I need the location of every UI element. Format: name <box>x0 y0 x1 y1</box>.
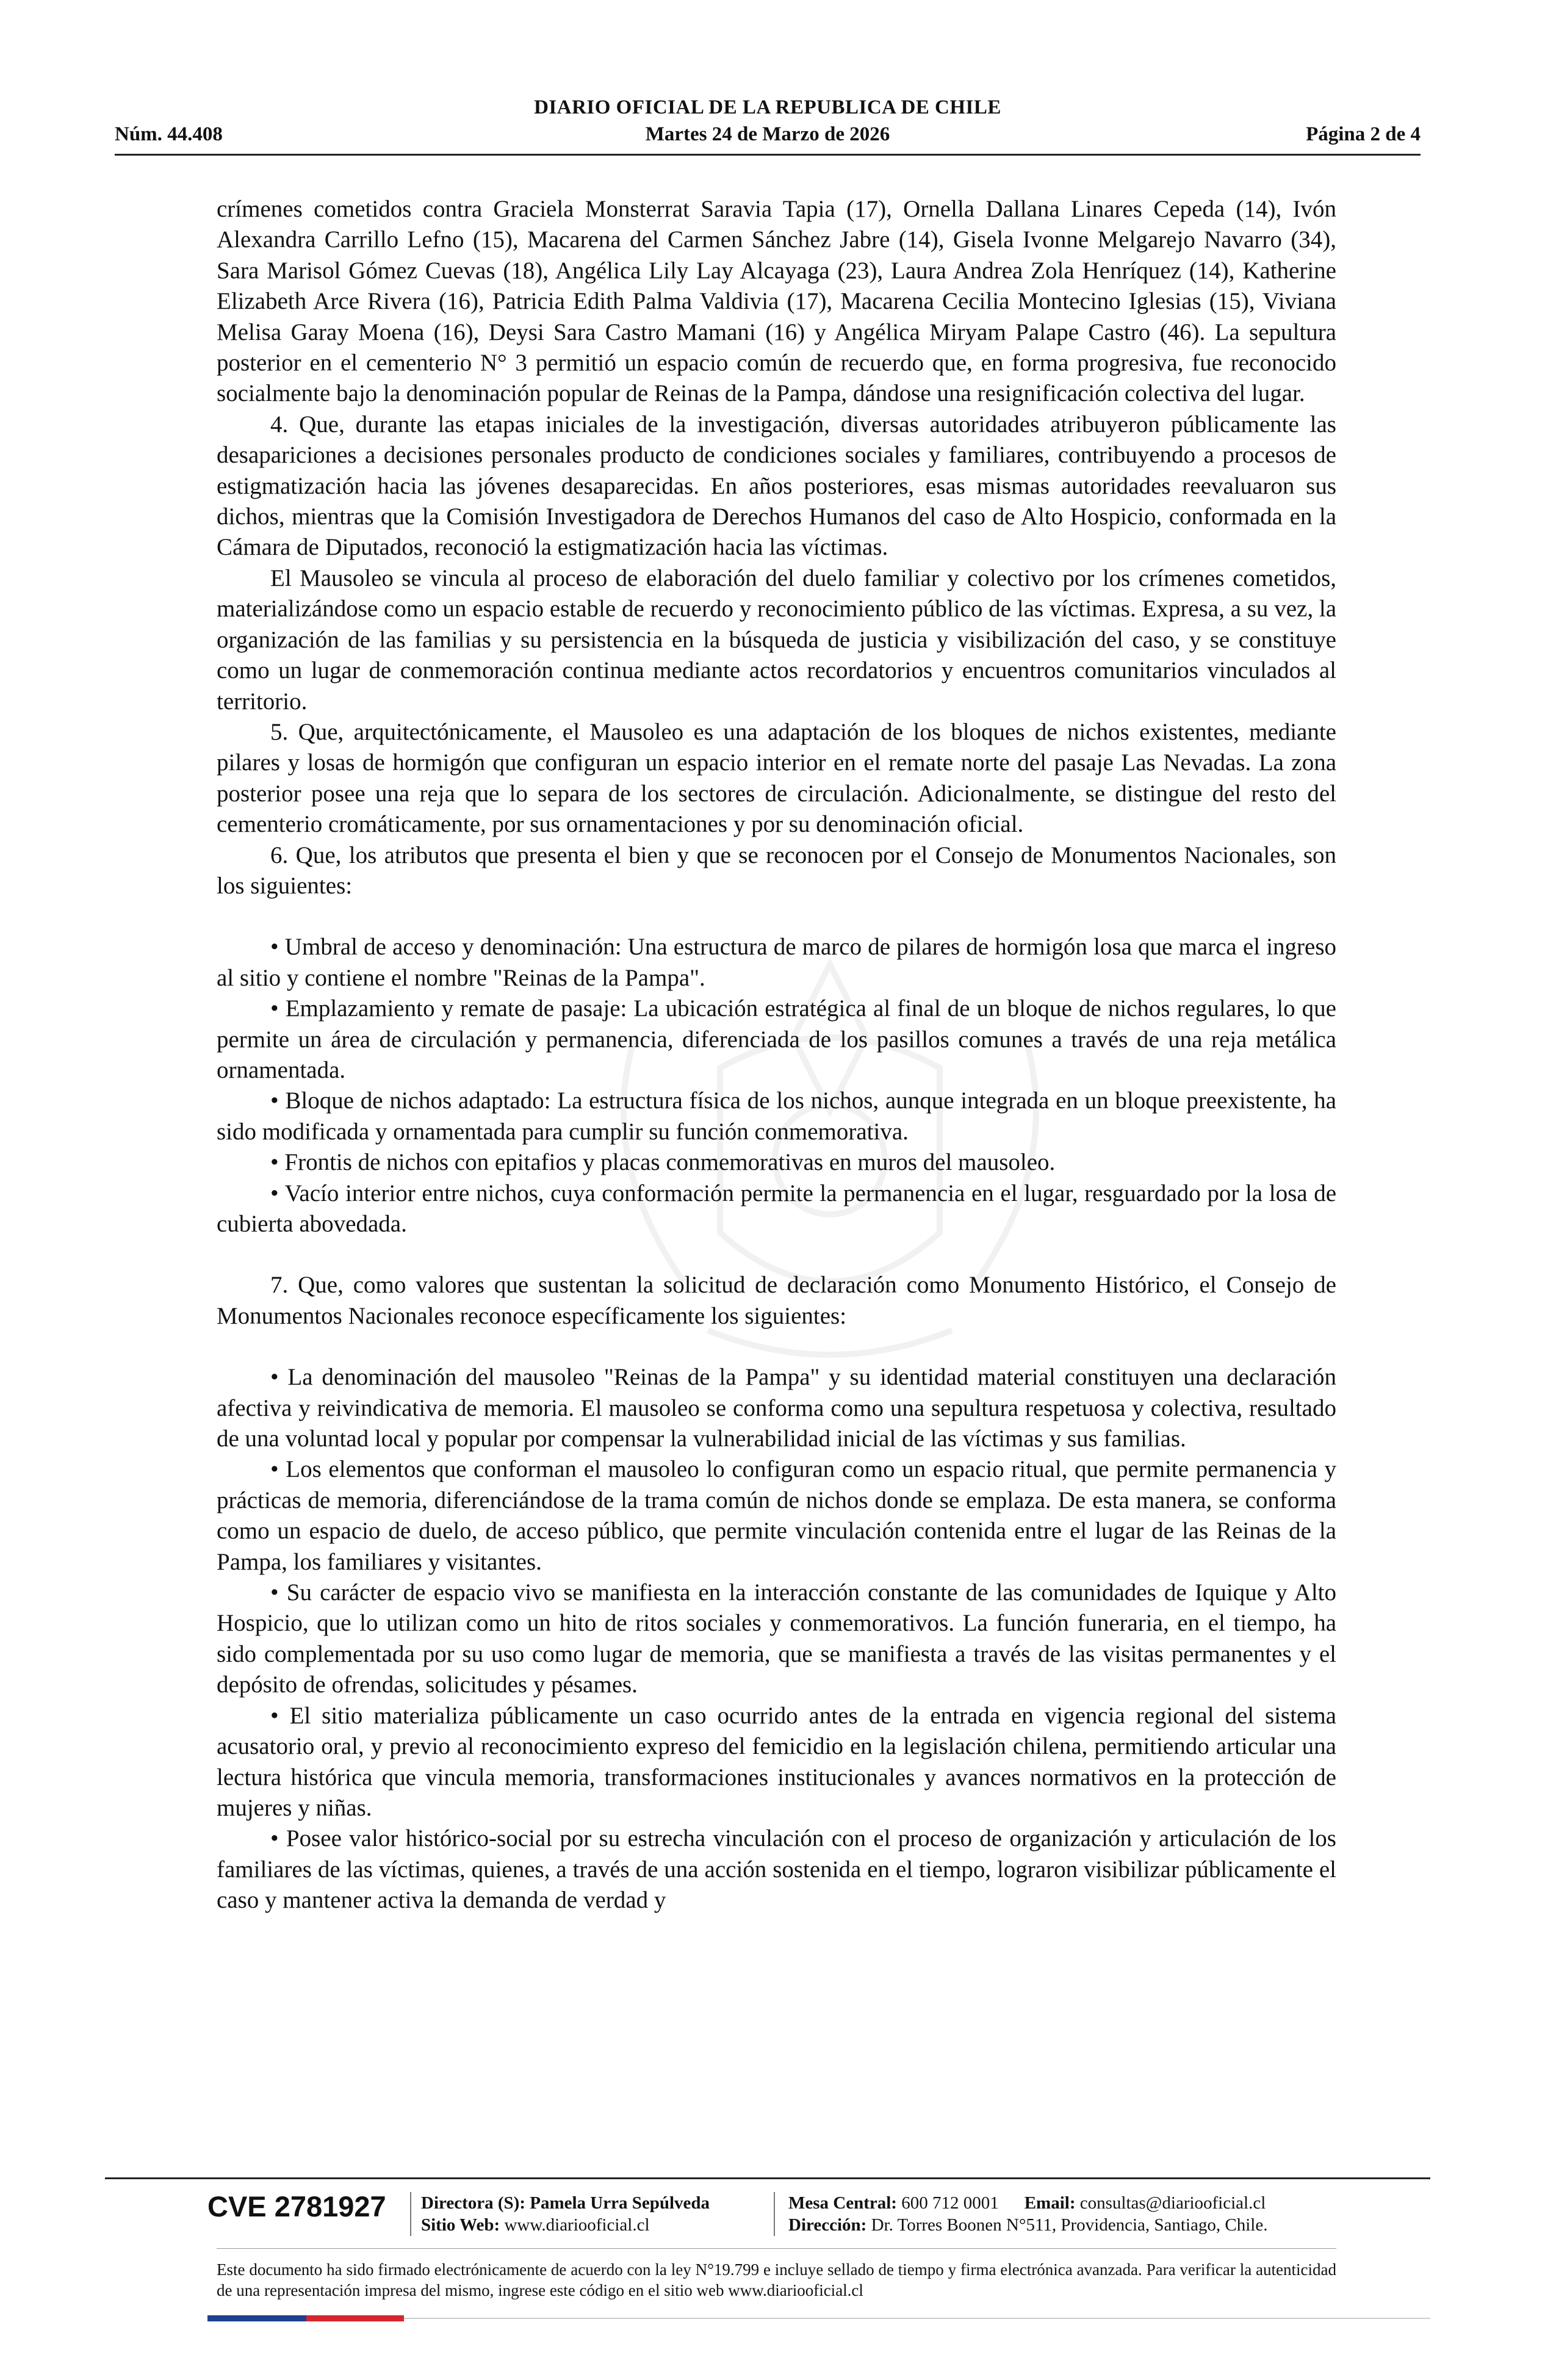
phone-value: 600 712 0001 <box>901 2193 999 2213</box>
publication-title: DIARIO OFICIAL DE LA REPUBLICA DE CHILE <box>534 96 1001 118</box>
paragraph-4: 4. Que, durante las etapas iniciales de la investigación, diversas autoridades atribuyeron públicamente las desapariciones a decisiones personales producto de condiciones sociales y familiares, contribuyendo a procesos de estigmatización hacia las jóvenes desaparecidas. En años posteriores, esas mismas autoridades reevaluaron sus dichos, mientras que la Comisión Investigadora de Derechos Humanos del caso de Alto Hospicio, conformada en la Cámara de Diputados, reconoció la estigmatización hacia las víctimas. <box>217 411 1336 561</box>
flag-bar-line <box>404 2318 1430 2319</box>
spacer <box>217 1239 1336 1270</box>
page-header <box>115 96 1421 154</box>
footer-separator <box>410 2192 411 2236</box>
paragraph-6: 6. Que, los atributos que presenta el bien y que se reconocen por el Consejo de Monumentos Nacionales, son los siguientes: <box>217 842 1336 899</box>
attribute-item: • Umbral de acceso y denominación: Una estructura de marco de pilares de hormigón losa que marca el ingreso al sitio y contiene el nombre "Reinas de la Pampa". <box>217 934 1336 991</box>
cve-code: CVE 2781927 <box>207 2190 386 2223</box>
value-item: • El sitio materializa públicamente un caso ocurrido antes de la entrada en vigencia regional del sistema acusatorio oral, y previo al reconocimiento expreso del femicidio en la legislación chilena, permitiendo articular una lectura histórica que vincula memoria, transformaciones institucionales y avances normativos en la protección de mujeres y niñas. <box>217 1702 1336 1821</box>
flag-bar-red <box>306 2315 404 2321</box>
footer-divider <box>105 2177 1430 2179</box>
address-value: Dr. Torres Boonen N°511, Providencia, Santiago, Chile. <box>871 2215 1268 2235</box>
value-item: • Su carácter de espacio vivo se manifiesta en la interacción constante de las comunidades de Iquique y Alto Hospicio, que lo utilizan como un hito de ritos sociales y conmemorativos. La función funeraria, en el tiempo, ha sido complementada por su uso como lugar de memoria, que se manifiesta a través de las visitas permanentes y el depósito de ofrendas, solicitudes y pésames. <box>217 1579 1336 1698</box>
phone-label: Mesa Central: <box>788 2193 897 2213</box>
paragraph-5: 5. Que, arquitectónicamente, el Mausoleo es una adaptación de los bloques de nichos existentes, mediante pilares y losas de hormigón que configuran un espacio interior en el remate norte del pasaje Las Nevadas. La zona posterior posee una reja que lo separa de los sectores de circulación. Adicionalmente, se distingue del resto del cementerio cromáticamente, por sus ornamentaciones y por su denominación oficial. <box>217 718 1336 838</box>
director-name: Pamela Urra Sepúlveda <box>530 2193 710 2213</box>
web-link[interactable]: www.diariooficial.cl <box>504 2215 650 2235</box>
header-divider <box>115 154 1421 156</box>
attribute-item: • Emplazamiento y remate de pasaje: La ubicación estratégica al final de un bloque de nichos regulares, lo que permite un área de circulación y permanencia, diferenciada de los pasillos comunes a través de una reja metálica ornamentada. <box>217 995 1336 1083</box>
value-item: • La denominación del mausoleo "Reinas de la Pampa" y su identidad material constituyen una declaración afectiva y reivindicativa de memoria. El mausoleo se conforma como una sepultura respetuosa y colectiva, resultado de una voluntad local y popular por compensar la vulnerabilidad inicial de las víctimas y sus familias. <box>217 1364 1336 1452</box>
footer-director-block <box>421 2192 710 2236</box>
address-label: Dirección: <box>788 2215 867 2235</box>
paragraph-continuation: crímenes cometidos contra Graciela Monsterrat Saravia Tapia (17), Ornella Dallana Linares Cepeda (14), Ivón Alexandra Carrillo Lefno (15), Macarena del Carmen Sánchez Jabre (14), Gisela Ivonne Melgarejo Navarro (34), Sara Marisol Gómez Cuevas (18), Angélica Lily Lay Alcayaga (23), Laura Andrea Zola Henríquez (14), Katherine Elizabeth Arce Rivera (16), Patricia Edith Palma Valdivia (17), Macarena Cecilia Montecino Iglesias (15), Viviana Melisa Garay Moena (16), Deysi Sara Castro Mamani (16) y Angélica Miryam Palape Castro (46). La sepultura posterior en el cementerio N° 3 permitió un espacio común de recuerdo que, en forma progresiva, fue reconocido socialmente bajo la denominación popular de Reinas de la Pampa, dándose una resignificación colectiva del lugar. <box>217 196 1336 407</box>
value-item: • Posee valor histórico-social por su estrecha vinculación con el proceso de organización y articulación de los familiares de las víctimas, quienes, a través de una acción sostenida en el tiempo, lograron visibilizar públicamente el caso y mantener activa la demanda de verdad y <box>217 1825 1336 1914</box>
director-label: Directora (S): <box>421 2193 525 2213</box>
footer-separator <box>774 2192 775 2236</box>
value-item: • Los elementos que conforman el mausoleo lo configuran como un espacio ritual, que permite permanencia y prácticas de memoria, diferenciándose de la trama común de nichos donde se emplaza. De esta manera, se conforma como un espacio de duelo, de acceso público, que permite vinculación contenida entre el lugar de las Reinas de la Pampa, los familiares y visitantes. <box>217 1456 1336 1575</box>
attribute-item: • Frontis de nichos con epitafios y placas conmemorativas en muros del mausoleo. <box>270 1149 1056 1176</box>
email-label: Email: <box>1024 2193 1076 2213</box>
page-number: Página 2 de 4 <box>1306 123 1421 145</box>
footer-contact-block <box>788 2192 1267 2236</box>
spacer <box>217 1332 1336 1362</box>
legal-notice: Este documento ha sido firmado electrónicamente de acuerdo con la ley N°19.799 e incluye sellado de tiempo y firma electrónica avanzada. Para verificar la autenticidad de una representación impresa del mismo, ingrese este código en el sitio web www.diariooficial.cl <box>217 2260 1336 2299</box>
footer-thin-divider <box>217 2248 1336 2249</box>
attribute-item: • Bloque de nichos adaptado: La estructura física de los nichos, aunque integrada en un bloque preexistente, ha sido modificada y ornamentada para cumplir su función conmemorativa. <box>217 1087 1336 1145</box>
issue-date: Martes 24 de Marzo de 2026 <box>645 123 890 145</box>
paragraph-7: 7. Que, como valores que sustentan la solicitud de declaración como Monumento Histórico, el Consejo de Monumentos Nacionales reconoce específicamente los siguientes: <box>217 1272 1336 1329</box>
email-link[interactable]: consultas@diariooficial.cl <box>1079 2193 1266 2213</box>
document-body <box>217 194 1336 1916</box>
web-label: Sitio Web: <box>421 2215 500 2235</box>
flag-bar-blue <box>207 2315 306 2321</box>
attribute-item: • Vacío interior entre nichos, cuya conformación permite la permanencia en el lugar, resguardado por la losa de cubierta abovedada. <box>217 1180 1336 1237</box>
spacer <box>217 901 1336 932</box>
issue-number: Núm. 44.408 <box>115 123 223 145</box>
paragraph-mausoleo: El Mausoleo se vincula al proceso de elaboración del duelo familiar y colectivo por los crímenes cometidos, materializándose como un espacio estable de recuerdo y reconocimiento público de las víctimas. Expresa, a su vez, la organización de las familias y su persistencia en la búsqueda de justicia y visibilización del caso, y se constituye como un lugar de conmemoración continua mediante actos recordatorios y encuentros comunitarios vinculados al territorio. <box>217 564 1336 715</box>
